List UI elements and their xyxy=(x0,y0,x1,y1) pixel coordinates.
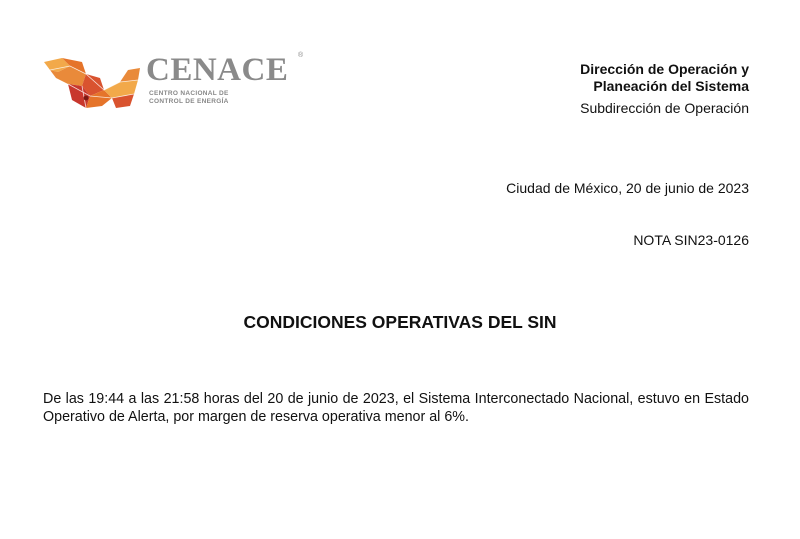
department-line1: Dirección de Operación y xyxy=(580,61,749,77)
logo-subtitle xyxy=(149,90,269,106)
logo-subtitle-line2: CONTROL DE ENERGÍA xyxy=(149,98,229,105)
logo-subtitle-line1: CENTRO NACIONAL DE xyxy=(149,90,229,97)
cenace-map-mark-icon xyxy=(42,52,142,112)
body-paragraph: De las 19:44 a las 21:58 horas del 20 de junio de 2023, el Sistema Interconectado Nacional, estuvo en Estado Operativo de Alerta, por margen de reserva operativa menor al 6%. xyxy=(43,391,749,425)
subdepartment-line: Subdirección de Operación xyxy=(580,100,749,116)
department-line2: Planeación del Sistema xyxy=(593,78,749,94)
department-header xyxy=(580,61,749,117)
logo-registered-mark: ® xyxy=(298,52,304,59)
note-id: NOTA SIN23-0126 xyxy=(633,232,749,248)
cenace-logo xyxy=(42,50,312,114)
date-line: Ciudad de México, 20 de junio de 2023 xyxy=(506,180,749,196)
logo-wordmark: CENACE xyxy=(146,52,289,88)
document-title: CONDICIONES OPERATIVAS DEL SIN xyxy=(243,312,557,332)
